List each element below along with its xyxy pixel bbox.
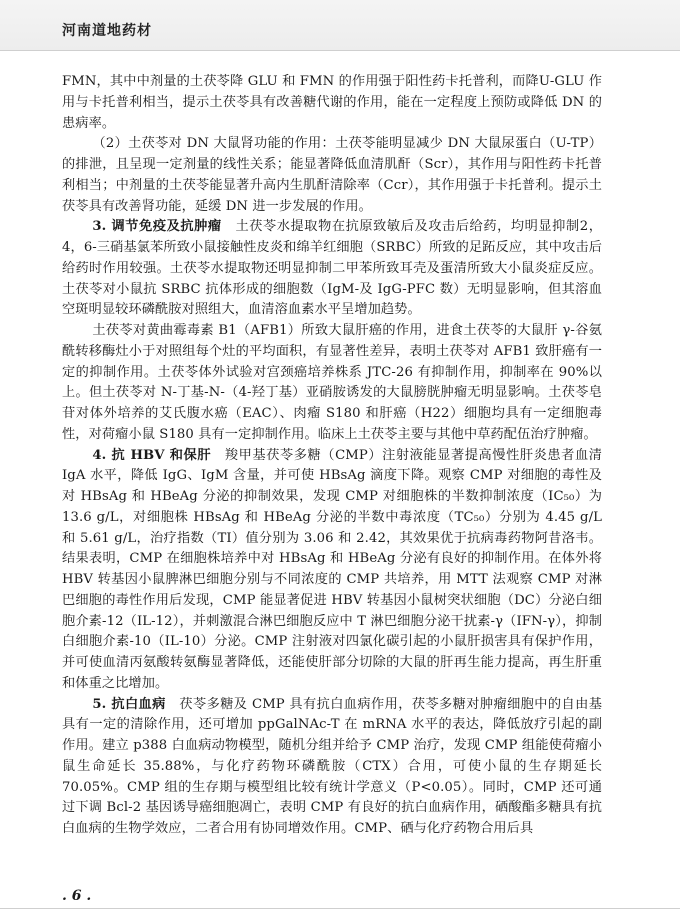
- footer-divider: [0, 908, 680, 909]
- paragraph-6-text: 茯苓多糖及 CMP 具有抗白血病作用，茯苓多糖对肿瘤细胞中的自由基具有一定的清除作用，还可增加 ppGalNAc-T 在 mRNA 水平的表达，降低放疗引起的副作用。建立 p388 白血病动物模型，随机分组并给予 CMP 治疗，发现 CMP 组能使荷瘤小鼠生命延长 35.88%，与化疗药物环磷酰胺（CTX）合用，可使小鼠的生存期延长 70.05%。CMP 组的生存期与模型组比较有统计学意义（P<0.05）。同时，CMP 还可通过下调 Bcl-2 基因诱导癌细胞凋亡，表明 CMP 有良好的抗白血病作用，硒酸酯多糖具有抗白血病的生物学效应，二者合用有协同增效作用。CMP、硒与化疗药物合用后具: [62, 696, 602, 836]
- paragraph-2: （2）土茯苓对 DN 大鼠肾功能的作用：土茯苓能明显减少 DN 大鼠尿蛋白（U-TP）的排泄，且呈现一定剂量的线性关系；能显著降低血清肌酐（Scr），其作用与阳性药卡托普利相当；中剂量的土茯苓能显著升高内生肌酐清除率（Ccr），其作用强于卡托普利。提示土茯苓具有改善肾功能，延缓 DN 进一步发展的作用。: [62, 136, 602, 214]
- paragraph-6: [62, 695, 602, 840]
- paragraph-3: [62, 217, 602, 321]
- paragraph-5: [62, 446, 602, 695]
- journal-header: [0, 0, 680, 51]
- article-body: [62, 72, 602, 840]
- paragraph-5-text: 羧甲基茯苓多糖（CMP）注射液能显著提高慢性肝炎患者血清 IgA 水平，降低 IgG、IgM 含量，并可使 HBsAg 滴度下降。观察 CMP 对细胞的毒性及对 HBsAg 和 HBeAg 分泌的抑制效果，发现 CMP 对细胞株的半数抑制浓度（IC₅₀）为 13.6 g/L，对细胞株 HBsAg 和 HBeAg 分泌的半数中毒浓度（TC₅₀）分别为 4.45 g/L 和 5.61 g/L，治疗指数（TI）值分别为 3.06 和 2.42，其效果优于抗病毒药物阿昔洛韦。结果表明，CMP 在细胞株培养中对 HBsAg 和 HBeAg 分泌有良好的抑制作用。在体外将 HBV 转基因小鼠脾淋巴细胞分别与不同浓度的 CMP 共培养，用 MTT 法观察 CMP 对淋巴细胞的毒性作用后发现，CMP 能显著促进 HBV 转基因小鼠树突状细胞（DC）分泌白细胞介素-12（IL-12），并刺激混合淋巴细胞反应中 T 淋巴细胞分泌干扰素-γ（IFN-γ），抑制白细胞介素-10（IL-10）分泌。CMP 注射液对四氯化碳引起的小鼠肝损害具有保护作用，并可使血清丙氨酸转氨酶显著降低，还能使肝部分切除的大鼠的肝再生能力提高，再生肝重和体重之比增加。: [62, 447, 603, 691]
- section-heading-immune: 3. 调节免疫及抗肿瘤: [92, 219, 222, 235]
- journal-title: 河南道地药材: [62, 23, 152, 39]
- paragraph-1: FMN，其中中剂量的土茯苓降 GLU 和 FMN 的作用强于阳性药卡托普利，而降U-GLU 作用与卡托普利相当，提示土茯苓具有改善糖代谢的作用，能在一定程度上预防或降低 DN 的患病率。: [62, 74, 602, 131]
- paragraph-3-text: 土茯苓水提取物在抗原致敏后及攻击后给药，均明显抑制2，4，6-三硝基氯苯所致小鼠接触性皮炎和绵羊红细胞（SRBC）所致的足跖反应，其中攻击后给药时作用较强。土茯苓水提取物还明显抑制二甲苯所致耳壳及蛋清所致大小鼠炎症反应。土茯苓对小鼠抗 SRBC 抗体形成的细胞数（IgM-及 IgG-PFC 数）无明显影响，但其溶血空斑明显较环磷酰胺对照组大，血清溶血素水平呈增加趋势。: [62, 219, 602, 318]
- paragraph-4: 土茯苓对黄曲霉毒素 B1（AFB1）所致大鼠肝癌的作用，进食土茯苓的大鼠肝 γ-谷氨酰转移酶灶小于对照组每个灶的平均面积，有显著性差异，表明土茯苓对 AFB1 致肝癌有一定的抑制作用。土茯苓体外试验对宫颈癌培养株系 JTC-26 有抑制作用，抑制率在 90%以上。但土茯苓对 N-丁基-N-（4-羟丁基）亚硝胺诱发的大鼠膀胱肿瘤无明显影响。土茯苓皂苷对体外培养的艾氏腹水癌（EAC）、肉瘤 S180 和肝癌（H22）细胞均具有一定细胞毒性，对荷瘤小鼠 S180 具有一定抑制作用。临床上土茯苓主要与其他中草药配伍治疗肿瘤。: [62, 323, 602, 442]
- section-heading-leukemia: 5. 抗白血病: [92, 696, 166, 712]
- section-heading-hbv: 4. 抗 HBV 和保肝: [92, 447, 212, 463]
- page-number: . 6 .: [62, 888, 92, 904]
